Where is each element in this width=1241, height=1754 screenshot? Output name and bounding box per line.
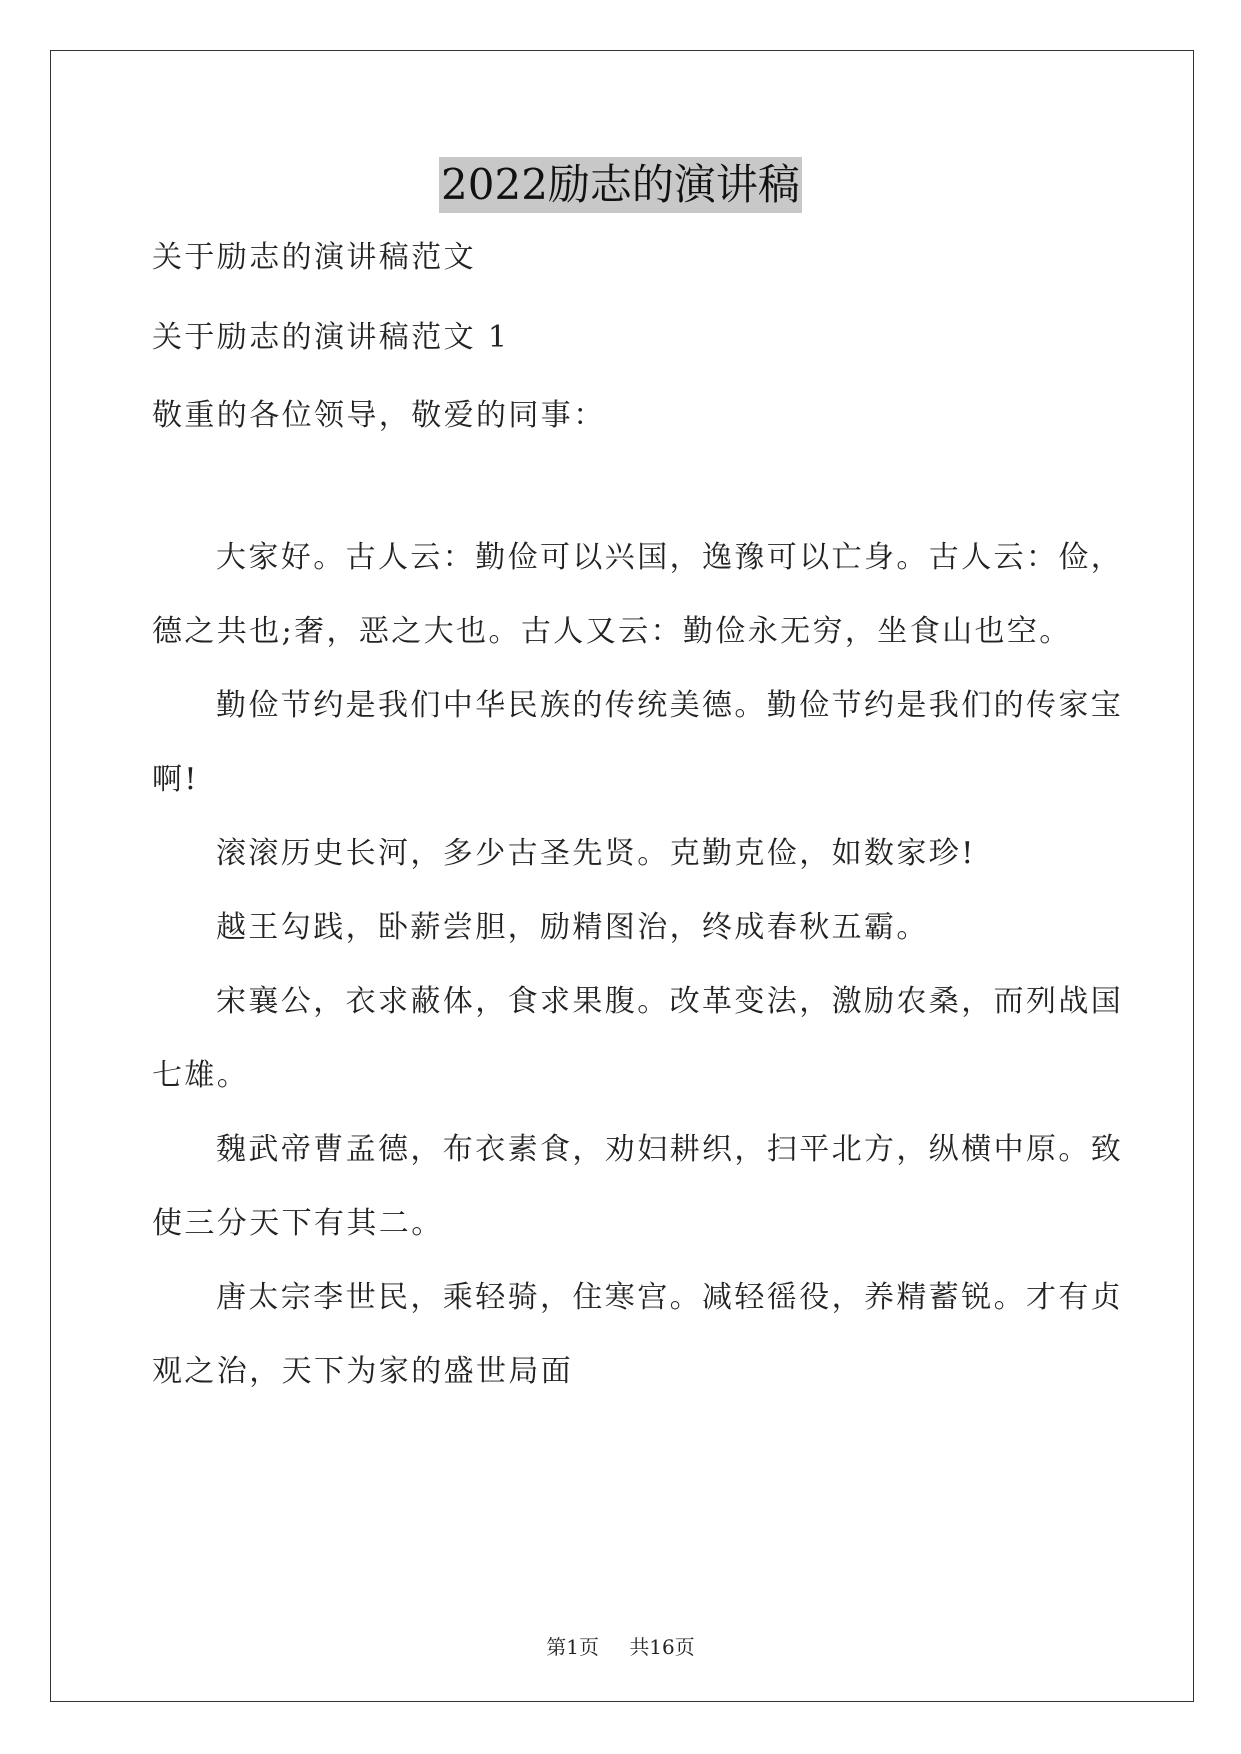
paragraph-line: 七雄。 <box>152 1058 250 1093</box>
subtitle-line-numbered: 关于励志的演讲稿范文 1 <box>152 320 510 355</box>
paragraph-line: 滚滚历史长河，多少古圣先贤。克勤克俭，如数家珍! <box>216 836 976 871</box>
paragraph-line: 勤俭节约是我们中华民族的传统美德。勤俭节约是我们的传家宝 <box>216 688 1124 723</box>
page-border <box>50 50 1194 1702</box>
paragraph-line: 唐太宗李世民，乘轻骑，住寒宫。减轻徭役，养精蓄锐。才有贞 <box>216 1280 1124 1315</box>
salutation-line: 敬重的各位领导，敬爱的同事： <box>152 398 606 433</box>
paragraph-line: 观之治，天下为家的盛世局面 <box>152 1354 574 1389</box>
paragraph-line: 越王勾践，卧薪尝胆，励精图治，终成春秋五霸。 <box>216 910 929 945</box>
paragraph-line: 魏武帝曹孟德，布衣素食，劝妇耕织，扫平北方，纵横中原。致 <box>216 1132 1124 1167</box>
page-footer <box>0 1634 1241 1660</box>
paragraph-line: 德之共也;奢，恶之大也。古人又云：勤俭永无穷，坐食山也空。 <box>152 614 1072 649</box>
page-total: 共16页 <box>629 1635 695 1659</box>
paragraph-line: 宋襄公，衣求蔽体，食求果腹。改革变法，激励农桑，而列战国 <box>216 984 1124 1019</box>
paragraph-line: 大家好。古人云：勤俭可以兴国，逸豫可以亡身。古人云：俭， <box>216 540 1124 575</box>
subtitle-line: 关于励志的演讲稿范文 <box>152 240 476 275</box>
document-title-text: 2022励志的演讲稿 <box>439 157 802 213</box>
paragraph-line: 使三分天下有其二。 <box>152 1206 444 1241</box>
page-number: 第1页 <box>546 1635 599 1659</box>
document-title <box>0 157 1241 217</box>
paragraph-line: 啊! <box>152 762 199 797</box>
